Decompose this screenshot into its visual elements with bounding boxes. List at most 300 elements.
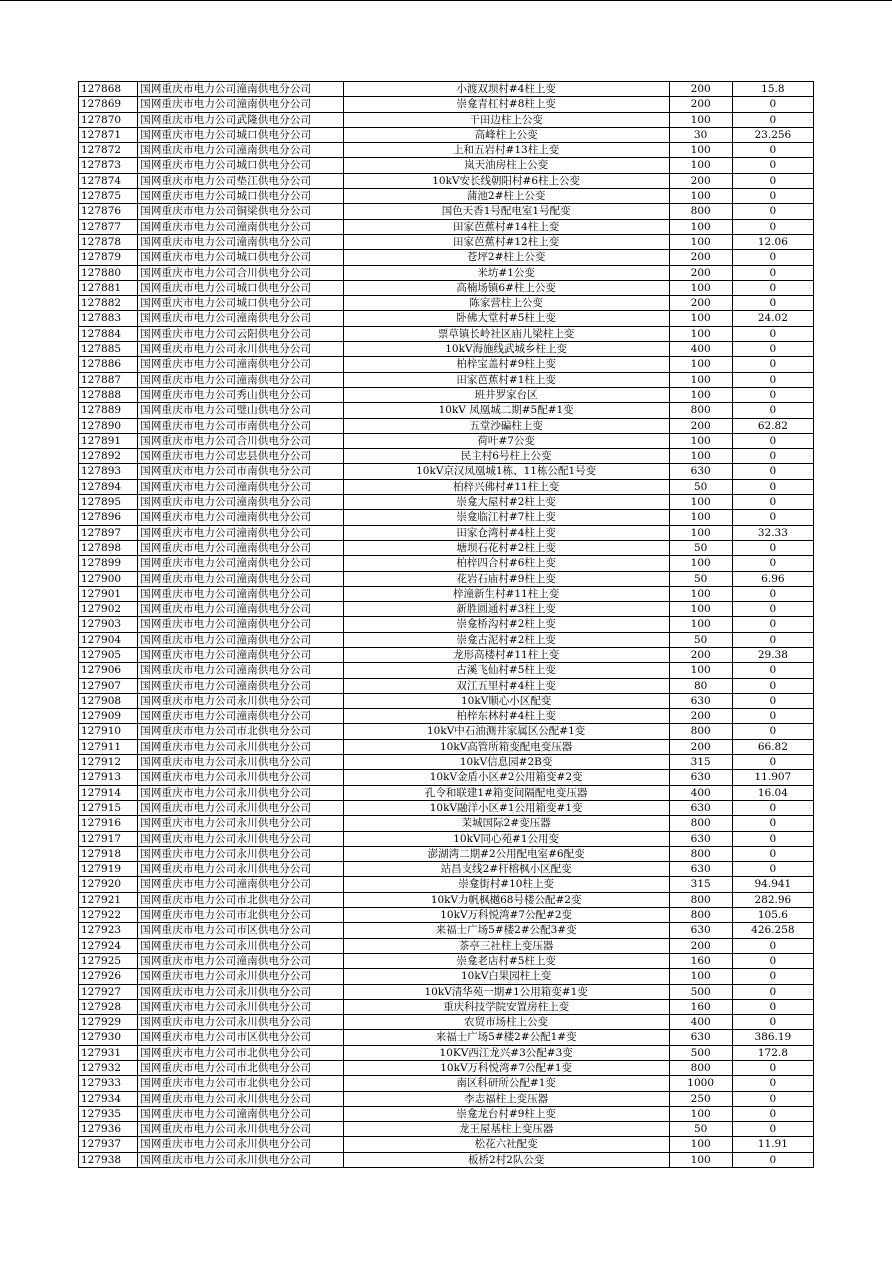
- capacity-cell: 100: [669, 326, 732, 341]
- capacity-cell: 100: [669, 357, 732, 372]
- capacity-cell: 100: [669, 556, 732, 571]
- row-id-cell: 127934: [79, 1091, 138, 1106]
- transformer-name-cell: 10kV中石油测井家属区公配#1变: [343, 724, 669, 739]
- capacity-cell: 100: [669, 158, 732, 173]
- transformer-name-cell: 10KV西江龙兴#3公配#3变: [343, 1045, 669, 1060]
- capacity-cell: 160: [669, 953, 732, 968]
- table-row: [79, 311, 814, 326]
- company-name-cell: 国网重庆市电力公司永川供电分公司: [138, 693, 344, 708]
- row-id-cell: 127868: [79, 82, 138, 97]
- table-row: [79, 1076, 814, 1091]
- table-row: [79, 556, 814, 571]
- table-row: [79, 602, 814, 617]
- table-row: [79, 816, 814, 831]
- company-name-cell: 国网重庆市电力公司永川供电分公司: [138, 770, 344, 785]
- capacity-cell: 500: [669, 984, 732, 999]
- capacity-cell: 100: [669, 586, 732, 601]
- table-row: [79, 755, 814, 770]
- table-row: [79, 1091, 814, 1106]
- load-value-cell: 0: [732, 97, 813, 112]
- transformer-name-cell: 崇龛古泥村#2柱上变: [343, 632, 669, 647]
- row-id-cell: 127898: [79, 540, 138, 555]
- capacity-cell: 100: [669, 525, 732, 540]
- load-value-cell: 12.06: [732, 234, 813, 249]
- company-name-cell: 国网重庆市电力公司潼南供电分公司: [138, 311, 344, 326]
- company-name-cell: 国网重庆市电力公司潼南供电分公司: [138, 495, 344, 510]
- transformer-name-cell: 岚天油房柱上公变: [343, 158, 669, 173]
- transformer-name-cell: 班井罗家台区: [343, 387, 669, 402]
- capacity-cell: 500: [669, 1045, 732, 1060]
- transformer-name-cell: 陈家营柱上公变: [343, 296, 669, 311]
- company-name-cell: 国网重庆市电力公司城口供电分公司: [138, 189, 344, 204]
- load-value-cell: 0: [732, 800, 813, 815]
- page-top-rule: [0, 0, 892, 1]
- load-value-cell: 11.907: [732, 770, 813, 785]
- table-row: [79, 1045, 814, 1060]
- row-id-cell: 127887: [79, 372, 138, 387]
- transformer-name-cell: 10kV京汉凤凰城1栋、11栋公配1号变: [343, 464, 669, 479]
- capacity-cell: 200: [669, 418, 732, 433]
- table-row: [79, 265, 814, 280]
- load-value-cell: 426.258: [732, 923, 813, 938]
- transformer-name-cell: 重庆科技学院安置房柱上变: [343, 999, 669, 1014]
- transformer-name-cell: 农贸市场柱上公变: [343, 1015, 669, 1030]
- company-name-cell: 国网重庆市电力公司城口供电分公司: [138, 158, 344, 173]
- load-value-cell: 0: [732, 250, 813, 265]
- capacity-cell: 100: [669, 1106, 732, 1121]
- capacity-cell: 800: [669, 816, 732, 831]
- load-value-cell: 0: [732, 189, 813, 204]
- load-value-cell: 24.02: [732, 311, 813, 326]
- row-id-cell: 127917: [79, 831, 138, 846]
- capacity-cell: 800: [669, 724, 732, 739]
- row-id-cell: 127933: [79, 1076, 138, 1091]
- row-id-cell: 127877: [79, 219, 138, 234]
- capacity-cell: 100: [669, 1137, 732, 1152]
- transformer-name-cell: 上和五岩村#13柱上变: [343, 143, 669, 158]
- row-id-cell: 127870: [79, 112, 138, 127]
- transformer-name-cell: 崇龛青杠村#8柱上变: [343, 97, 669, 112]
- capacity-cell: 200: [669, 82, 732, 97]
- row-id-cell: 127910: [79, 724, 138, 739]
- table-row: [79, 540, 814, 555]
- table-row: [79, 1152, 814, 1167]
- company-name-cell: 国网重庆市电力公司忠县供电分公司: [138, 449, 344, 464]
- capacity-cell: 50: [669, 632, 732, 647]
- table-row: [79, 112, 814, 127]
- row-id-cell: 127928: [79, 999, 138, 1014]
- company-name-cell: 国网重庆市电力公司潼南供电分公司: [138, 953, 344, 968]
- load-value-cell: 0: [732, 158, 813, 173]
- table-row: [79, 1061, 814, 1076]
- table-row: [79, 418, 814, 433]
- table-row: [79, 831, 814, 846]
- transformer-name-cell: 高楠场镇6#柱上公变: [343, 280, 669, 295]
- transformer-name-cell: 板桥2村2队公变: [343, 1152, 669, 1167]
- company-name-cell: 国网重庆市电力公司市北供电分公司: [138, 724, 344, 739]
- table-row: [79, 647, 814, 662]
- company-name-cell: 国网重庆市电力公司潼南供电分公司: [138, 709, 344, 724]
- row-id-cell: 127916: [79, 816, 138, 831]
- capacity-cell: 800: [669, 204, 732, 219]
- load-value-cell: 0: [732, 495, 813, 510]
- company-name-cell: 国网重庆市电力公司潼南供电分公司: [138, 143, 344, 158]
- capacity-cell: 100: [669, 189, 732, 204]
- row-id-cell: 127879: [79, 250, 138, 265]
- table-row: [79, 280, 814, 295]
- transformer-name-cell: 田家芭蕉村#1柱上变: [343, 372, 669, 387]
- table-row: [79, 342, 814, 357]
- company-name-cell: 国网重庆市电力公司潼南供电分公司: [138, 540, 344, 555]
- row-id-cell: 127903: [79, 617, 138, 632]
- transformer-name-cell: 田家仓湾村#4柱上变: [343, 525, 669, 540]
- row-id-cell: 127882: [79, 296, 138, 311]
- transformer-name-cell: 崇龛临江村#7柱上变: [343, 510, 669, 525]
- transformer-name-cell: 塘坝石花村#2柱上变: [343, 540, 669, 555]
- load-value-cell: 105.6: [732, 908, 813, 923]
- transformer-name-cell: 10kV高管所箱变配电变压器: [343, 739, 669, 754]
- capacity-cell: 100: [669, 372, 732, 387]
- company-name-cell: 国网重庆市电力公司潼南供电分公司: [138, 97, 344, 112]
- company-name-cell: 国网重庆市电力公司永川供电分公司: [138, 1091, 344, 1106]
- row-id-cell: 127935: [79, 1106, 138, 1121]
- table-row: [79, 189, 814, 204]
- transformer-name-cell: 花岩石庙村#9柱上变: [343, 571, 669, 586]
- capacity-cell: 200: [669, 938, 732, 953]
- capacity-cell: 400: [669, 785, 732, 800]
- company-name-cell: 国网重庆市电力公司潼南供电分公司: [138, 234, 344, 249]
- company-name-cell: 国网重庆市电力公司永川供电分公司: [138, 785, 344, 800]
- table-row: [79, 250, 814, 265]
- transformer-name-cell: 来福士广场5#楼2#公配3#变: [343, 923, 669, 938]
- company-name-cell: 国网重庆市电力公司潼南供电分公司: [138, 586, 344, 601]
- load-value-cell: 0: [732, 602, 813, 617]
- row-id-cell: 127881: [79, 280, 138, 295]
- row-id-cell: 127885: [79, 342, 138, 357]
- row-id-cell: 127931: [79, 1045, 138, 1060]
- capacity-cell: 630: [669, 831, 732, 846]
- row-id-cell: 127880: [79, 265, 138, 280]
- table-row: [79, 403, 814, 418]
- capacity-cell: 630: [669, 1030, 732, 1045]
- company-name-cell: 国网重庆市电力公司永川供电分公司: [138, 342, 344, 357]
- transformer-name-cell: 茶亭三社柱上变压器: [343, 938, 669, 953]
- table-row: [79, 923, 814, 938]
- transformer-name-cell: 10kV白果园柱上变: [343, 969, 669, 984]
- company-name-cell: 国网重庆市电力公司潼南供电分公司: [138, 372, 344, 387]
- row-id-cell: 127909: [79, 709, 138, 724]
- row-id-cell: 127886: [79, 357, 138, 372]
- table-row: [79, 510, 814, 525]
- company-name-cell: 国网重庆市电力公司永川供电分公司: [138, 969, 344, 984]
- transformer-name-cell: 10kV万科悦湾#7公配#1变: [343, 1061, 669, 1076]
- transformer-name-cell: 崇龛大屋村#2柱上变: [343, 495, 669, 510]
- load-value-cell: 0: [732, 1152, 813, 1167]
- company-name-cell: 国网重庆市电力公司永川供电分公司: [138, 1122, 344, 1137]
- company-name-cell: 国网重庆市电力公司潼南供电分公司: [138, 556, 344, 571]
- transformer-name-cell: 10kV金盾小区#2公用箱变#2变: [343, 770, 669, 785]
- capacity-cell: 800: [669, 1061, 732, 1076]
- table-row: [79, 525, 814, 540]
- capacity-cell: 100: [669, 663, 732, 678]
- table-row: [79, 357, 814, 372]
- row-id-cell: 127927: [79, 984, 138, 999]
- row-id-cell: 127890: [79, 418, 138, 433]
- capacity-cell: 50: [669, 540, 732, 555]
- load-value-cell: 0: [732, 632, 813, 647]
- load-value-cell: 29.38: [732, 647, 813, 662]
- load-value-cell: 0: [732, 372, 813, 387]
- row-id-cell: 127938: [79, 1152, 138, 1167]
- capacity-cell: 100: [669, 219, 732, 234]
- transformer-name-cell: 新胜圆通村#3柱上变: [343, 602, 669, 617]
- company-name-cell: 国网重庆市电力公司潼南供电分公司: [138, 617, 344, 632]
- transformer-name-cell: 10kV清华苑一期#1公用箱变#1变: [343, 984, 669, 999]
- row-id-cell: 127874: [79, 173, 138, 188]
- row-id-cell: 127878: [79, 234, 138, 249]
- table-row: [79, 632, 814, 647]
- row-id-cell: 127871: [79, 127, 138, 142]
- company-name-cell: 国网重庆市电力公司潼南供电分公司: [138, 82, 344, 97]
- row-id-cell: 127883: [79, 311, 138, 326]
- table-row: [79, 1015, 814, 1030]
- transformer-name-cell: 卧佛大堂村#5柱上变: [343, 311, 669, 326]
- transformer-name-cell: 龙王屋基柱上变压器: [343, 1122, 669, 1137]
- load-value-cell: 0: [732, 1061, 813, 1076]
- capacity-cell: 50: [669, 1122, 732, 1137]
- row-id-cell: 127891: [79, 433, 138, 448]
- capacity-cell: 100: [669, 234, 732, 249]
- table-row: [79, 1122, 814, 1137]
- row-id-cell: 127924: [79, 938, 138, 953]
- row-id-cell: 127884: [79, 326, 138, 341]
- company-name-cell: 国网重庆市电力公司永川供电分公司: [138, 831, 344, 846]
- table-row: [79, 938, 814, 953]
- load-value-cell: 0: [732, 678, 813, 693]
- table-row: [79, 586, 814, 601]
- capacity-cell: 100: [669, 143, 732, 158]
- company-name-cell: 国网重庆市电力公司潼南供电分公司: [138, 1106, 344, 1121]
- transformer-name-cell: 10kV信息园#2B变: [343, 755, 669, 770]
- table-row: [79, 1137, 814, 1152]
- company-name-cell: 国网重庆市电力公司永川供电分公司: [138, 938, 344, 953]
- table-row: [79, 678, 814, 693]
- company-name-cell: 国网重庆市电力公司潼南供电分公司: [138, 525, 344, 540]
- table-row: [79, 464, 814, 479]
- capacity-cell: 630: [669, 464, 732, 479]
- load-value-cell: 0: [732, 831, 813, 846]
- load-value-cell: 23.256: [732, 127, 813, 142]
- load-value-cell: 0: [732, 693, 813, 708]
- transformer-name-cell: 梓潼新生村#11柱上变: [343, 586, 669, 601]
- row-id-cell: 127937: [79, 1137, 138, 1152]
- row-id-cell: 127894: [79, 479, 138, 494]
- transformer-name-cell: 小渡双坝村#4柱上变: [343, 82, 669, 97]
- capacity-cell: 100: [669, 311, 732, 326]
- row-id-cell: 127873: [79, 158, 138, 173]
- company-name-cell: 国网重庆市电力公司潼南供电分公司: [138, 877, 344, 892]
- row-id-cell: 127926: [79, 969, 138, 984]
- capacity-cell: 315: [669, 877, 732, 892]
- load-value-cell: 0: [732, 265, 813, 280]
- load-value-cell: 0: [732, 540, 813, 555]
- load-value-cell: 0: [732, 1091, 813, 1106]
- table-row: [79, 877, 814, 892]
- load-value-cell: 66.82: [732, 739, 813, 754]
- transformer-name-cell: 蒲池2#柱上公变: [343, 189, 669, 204]
- company-name-cell: 国网重庆市电力公司潼南供电分公司: [138, 663, 344, 678]
- row-id-cell: 127872: [79, 143, 138, 158]
- row-id-cell: 127923: [79, 923, 138, 938]
- load-value-cell: 0: [732, 586, 813, 601]
- capacity-cell: 250: [669, 1091, 732, 1106]
- capacity-cell: 100: [669, 112, 732, 127]
- transformer-name-cell: 10kV万科悦湾#7公配#2变: [343, 908, 669, 923]
- transformer-name-cell: 10kV海施线武城乡柱上变: [343, 342, 669, 357]
- row-id-cell: 127907: [79, 678, 138, 693]
- company-name-cell: 国网重庆市电力公司永川供电分公司: [138, 1015, 344, 1030]
- row-id-cell: 127902: [79, 602, 138, 617]
- table-row: [79, 82, 814, 97]
- capacity-cell: 1000: [669, 1076, 732, 1091]
- row-id-cell: 127906: [79, 663, 138, 678]
- transformer-name-cell: 10kV融洋小区#1公用箱变#1变: [343, 800, 669, 815]
- row-id-cell: 127922: [79, 908, 138, 923]
- company-name-cell: 国网重庆市电力公司潼南供电分公司: [138, 571, 344, 586]
- table-row: [79, 969, 814, 984]
- capacity-cell: 630: [669, 693, 732, 708]
- table-row: [79, 846, 814, 861]
- company-name-cell: 国网重庆市电力公司市北供电分公司: [138, 908, 344, 923]
- capacity-cell: 100: [669, 433, 732, 448]
- load-value-cell: 32.33: [732, 525, 813, 540]
- table-row: [79, 127, 814, 142]
- load-value-cell: 16.04: [732, 785, 813, 800]
- company-name-cell: 国网重庆市电力公司潼南供电分公司: [138, 219, 344, 234]
- row-id-cell: 127875: [79, 189, 138, 204]
- company-name-cell: 国网重庆市电力公司永川供电分公司: [138, 846, 344, 861]
- transformer-name-cell: 柏梓宝盖村#9柱上变: [343, 357, 669, 372]
- transformer-name-cell: 田家芭蕉村#14柱上变: [343, 219, 669, 234]
- transformer-name-cell: 崇龛桥沟村#2柱上变: [343, 617, 669, 632]
- company-name-cell: 国网重庆市电力公司城口供电分公司: [138, 296, 344, 311]
- capacity-cell: 100: [669, 280, 732, 295]
- table-row: [79, 892, 814, 907]
- table-row: [79, 999, 814, 1014]
- table-row: [79, 663, 814, 678]
- table-row: [79, 158, 814, 173]
- company-name-cell: 国网重庆市电力公司市南供电分公司: [138, 418, 344, 433]
- load-value-cell: 0: [732, 846, 813, 861]
- table-row: [79, 785, 814, 800]
- capacity-cell: 200: [669, 173, 732, 188]
- load-value-cell: 0: [732, 510, 813, 525]
- row-id-cell: 127896: [79, 510, 138, 525]
- load-value-cell: 386.19: [732, 1030, 813, 1045]
- row-id-cell: 127908: [79, 693, 138, 708]
- capacity-cell: 100: [669, 617, 732, 632]
- row-id-cell: 127918: [79, 846, 138, 861]
- row-id-cell: 127919: [79, 862, 138, 877]
- company-name-cell: 国网重庆市电力公司永川供电分公司: [138, 816, 344, 831]
- load-value-cell: 0: [732, 969, 813, 984]
- capacity-cell: 200: [669, 250, 732, 265]
- row-id-cell: 127876: [79, 204, 138, 219]
- company-name-cell: 国网重庆市电力公司市北供电分公司: [138, 1076, 344, 1091]
- table-row: [79, 1106, 814, 1121]
- company-name-cell: 国网重庆市电力公司市北供电分公司: [138, 1045, 344, 1060]
- row-id-cell: 127889: [79, 403, 138, 418]
- company-name-cell: 国网重庆市电力公司永川供电分公司: [138, 1152, 344, 1167]
- load-value-cell: 0: [732, 556, 813, 571]
- table-row: [79, 387, 814, 402]
- capacity-cell: 200: [669, 296, 732, 311]
- company-name-cell: 国网重庆市电力公司市区供电分公司: [138, 1030, 344, 1045]
- table-row: [79, 97, 814, 112]
- company-name-cell: 国网重庆市电力公司秀山供电分公司: [138, 387, 344, 402]
- load-value-cell: 6.96: [732, 571, 813, 586]
- capacity-cell: 315: [669, 755, 732, 770]
- load-value-cell: 94.941: [732, 877, 813, 892]
- table-row: [79, 709, 814, 724]
- table-row: [79, 953, 814, 968]
- company-name-cell: 国网重庆市电力公司合川供电分公司: [138, 265, 344, 280]
- capacity-cell: 100: [669, 1152, 732, 1167]
- company-name-cell: 国网重庆市电力公司市北供电分公司: [138, 892, 344, 907]
- load-value-cell: 0: [732, 173, 813, 188]
- table-row: [79, 617, 814, 632]
- table-row: [79, 800, 814, 815]
- table-row: [79, 908, 814, 923]
- table-row: [79, 326, 814, 341]
- capacity-cell: 100: [669, 602, 732, 617]
- table-row: [79, 984, 814, 999]
- table-row: [79, 449, 814, 464]
- transformer-name-cell: 柏梓东林村#4柱上变: [343, 709, 669, 724]
- capacity-cell: 800: [669, 908, 732, 923]
- table-row: [79, 724, 814, 739]
- row-id-cell: 127932: [79, 1061, 138, 1076]
- capacity-cell: 200: [669, 265, 732, 280]
- row-id-cell: 127895: [79, 495, 138, 510]
- transformer-name-cell: 高峰柱上公变: [343, 127, 669, 142]
- row-id-cell: 127929: [79, 1015, 138, 1030]
- company-name-cell: 国网重庆市电力公司潼南供电分公司: [138, 357, 344, 372]
- transformer-name-cell: 李志福柱上变压器: [343, 1091, 669, 1106]
- capacity-cell: 630: [669, 800, 732, 815]
- transformer-name-cell: 松花六社配变: [343, 1137, 669, 1152]
- load-value-cell: 0: [732, 143, 813, 158]
- transformer-name-cell: 苍坪2#柱上公变: [343, 250, 669, 265]
- load-value-cell: 0: [732, 449, 813, 464]
- load-value-cell: 0: [732, 724, 813, 739]
- company-name-cell: 国网重庆市电力公司合川供电分公司: [138, 433, 344, 448]
- capacity-cell: 400: [669, 1015, 732, 1030]
- load-value-cell: 0: [732, 219, 813, 234]
- table-row: [79, 862, 814, 877]
- load-value-cell: 0: [732, 1076, 813, 1091]
- load-value-cell: 0: [732, 204, 813, 219]
- row-id-cell: 127921: [79, 892, 138, 907]
- company-name-cell: 国网重庆市电力公司潼南供电分公司: [138, 632, 344, 647]
- row-id-cell: 127888: [79, 387, 138, 402]
- company-name-cell: 国网重庆市电力公司垫江供电分公司: [138, 173, 344, 188]
- transformer-name-cell: 孔令和联建1#箱变间隔配电变压器: [343, 785, 669, 800]
- transformer-data-table: [78, 81, 814, 1168]
- company-name-cell: 国网重庆市电力公司永川供电分公司: [138, 1137, 344, 1152]
- load-value-cell: 0: [732, 617, 813, 632]
- load-value-cell: 0: [732, 433, 813, 448]
